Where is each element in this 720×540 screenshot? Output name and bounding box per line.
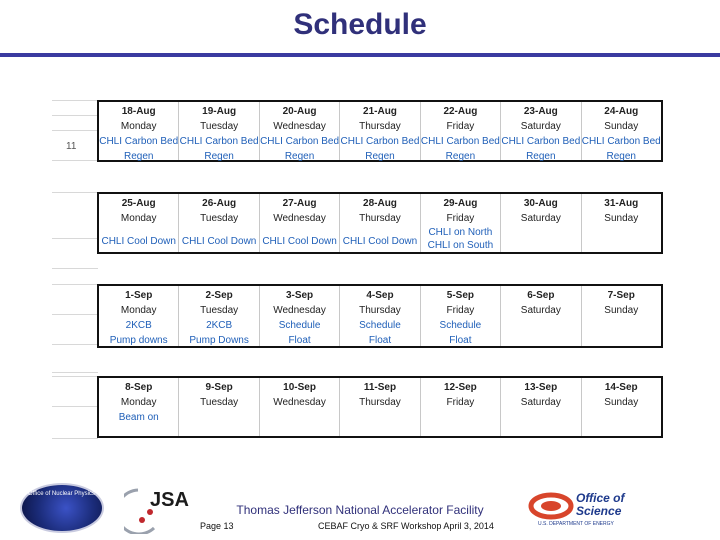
day-of-week: Sunday [604,305,639,316]
day-of-week: Thursday [359,305,401,316]
day-of-week: Thursday [359,397,401,408]
day-of-week: Wednesday [273,305,326,316]
day-of-week: Saturday [520,121,561,132]
day-cell [260,378,340,436]
day-date: 13-Sep [524,382,558,393]
day-date: 4-Sep [366,290,394,301]
day-date: 1-Sep [125,290,153,301]
day-note: CHLI on North [428,227,493,238]
week-row [52,376,666,440]
day-note: CHLI Carbon Bed [179,136,259,147]
day-cell [501,378,581,436]
day-date: 10-Sep [283,382,316,393]
day-cell [421,286,501,346]
day-note: CHLI Cool Down [101,236,176,247]
day-date: 12-Sep [444,382,477,393]
day-note: 2KCB [206,320,233,331]
day-note: 2KCB [125,320,152,331]
day-date: 26-Aug [202,198,237,209]
day-note: Regen [123,151,154,162]
day-note: Schedule [439,320,482,331]
day-date: 30-Aug [523,198,558,209]
day-note: CHLI Cool Down [262,236,337,247]
day-cell [260,286,340,346]
day-cell [582,102,661,160]
day-cell [340,194,420,252]
day-date: 3-Sep [285,290,314,301]
day-cell [179,194,259,252]
day-note: CHLI Carbon Bed [340,136,420,147]
day-date: 24-Aug [604,106,639,117]
day-cell [501,194,581,252]
day-cell [99,102,179,160]
day-of-week: Saturday [520,397,561,408]
day-date: 21-Aug [363,106,397,117]
day-of-week: Wednesday [273,213,326,224]
office-logo-line2: Science [576,504,622,518]
day-of-week: Saturday [520,213,561,224]
week-row [52,100,666,188]
day-cell [421,102,501,160]
week-grid [97,100,663,162]
day-note: Regen [284,151,315,162]
day-cell [501,286,581,346]
day-date: 9-Sep [205,382,233,393]
day-note: Beam on [118,412,159,423]
day-note: CHLI Carbon Bed [99,136,179,147]
day-note: Regen [445,151,476,162]
day-of-week: Wednesday [273,397,326,408]
day-of-week: Monday [120,397,157,408]
day-cell [582,286,661,346]
day-note: Pump downs [109,335,168,346]
day-cell [421,378,501,436]
day-of-week: Tuesday [200,121,239,132]
day-cell [260,194,340,252]
day-date: 23-Aug [523,106,558,117]
np-logo-text: Office of Nuclear Physics [28,491,95,497]
day-date: 27-Aug [282,198,317,209]
week-grid [97,284,663,348]
day-note: CHLI Cool Down [342,236,418,247]
day-of-week: Friday [446,213,475,224]
week-row [52,284,666,374]
slide-title: Schedule [293,8,427,41]
day-cell [501,102,581,160]
day-note: Float [288,335,311,346]
day-cell [582,378,661,436]
day-note: Regen [606,151,636,162]
day-note: Float [449,335,472,346]
office-of-science-logo [528,492,643,532]
day-note: Float [368,335,392,346]
day-note: Schedule [278,320,321,331]
day-date: 25-Aug [121,198,156,209]
day-cell [179,286,259,346]
day-of-week: Monday [120,213,157,224]
day-of-week: Saturday [520,305,561,316]
schedule-calendar [52,100,666,440]
day-of-week: Tuesday [200,213,239,224]
day-note: CHLI Carbon Bed [581,136,661,147]
day-of-week: Thursday [359,213,401,224]
day-cell [179,102,259,160]
day-cell [99,286,179,346]
day-cell [99,378,179,436]
day-note: CHLI Carbon Bed [260,136,340,147]
nuclear-physics-logo [20,483,104,533]
office-logo-line1: Office of [576,491,625,505]
day-of-week: Monday [120,305,157,316]
day-note: CHLI Carbon Bed [501,136,581,147]
day-date: 29-Aug [443,198,478,209]
day-date: 19-Aug [202,106,237,117]
day-date: 2-Sep [205,290,233,301]
day-of-week: Thursday [359,121,401,132]
day-note: CHLI on South [427,240,494,251]
office-logo-sub: U.S. DEPARTMENT OF ENERGY [538,521,614,527]
day-date: 14-Sep [604,382,638,393]
day-note: Schedule [359,320,401,331]
title-rule [0,53,720,57]
day-of-week: Tuesday [200,305,239,316]
day-date: 22-Aug [443,106,478,117]
day-date: 18-Aug [121,106,156,117]
lab-name: Thomas Jefferson National Accelerator Facility [236,503,484,517]
day-of-week: Friday [446,121,475,132]
day-date: 8-Sep [125,382,153,393]
day-of-week: Sunday [604,397,639,408]
day-date: 5-Sep [446,290,475,301]
jsa-logo-text: JSA [150,489,189,511]
day-date: 31-Aug [604,198,639,209]
page-number: Page 13 [200,521,234,531]
day-cell [340,286,420,346]
day-note: Pump Downs [189,335,249,346]
jsa-logo [124,484,200,534]
day-cell [99,194,179,252]
day-cell [340,378,420,436]
day-note: Regen [526,151,556,162]
day-note: CHLI Cool Down [181,236,257,247]
day-of-week: Wednesday [273,121,326,132]
day-of-week: Sunday [604,213,639,224]
event-name: CEBAF Cryo & SRF Workshop April 3, 2014 [318,521,494,531]
day-note: CHLI Carbon Bed [420,136,500,147]
day-cell [179,378,259,436]
week-grid [97,192,663,254]
day-cell [421,194,501,252]
day-date: 28-Aug [363,198,397,209]
day-cell [582,194,661,252]
day-date: 11-Sep [363,382,397,393]
doe-swoosh-icon [528,492,574,520]
day-cell [260,102,340,160]
side-marker: 11 [66,141,77,152]
day-note: Regen [365,151,395,162]
day-of-week: Monday [120,121,157,132]
week-grid [97,376,663,438]
day-date: 7-Sep [607,290,635,301]
week-row [52,192,666,280]
day-date: 6-Sep [527,290,555,301]
day-date: 20-Aug [282,106,317,117]
day-of-week: Sunday [604,121,639,132]
day-cell [340,102,420,160]
day-note: Regen [204,151,234,162]
day-of-week: Tuesday [200,397,239,408]
day-of-week: Friday [446,397,475,408]
day-of-week: Friday [446,305,475,316]
